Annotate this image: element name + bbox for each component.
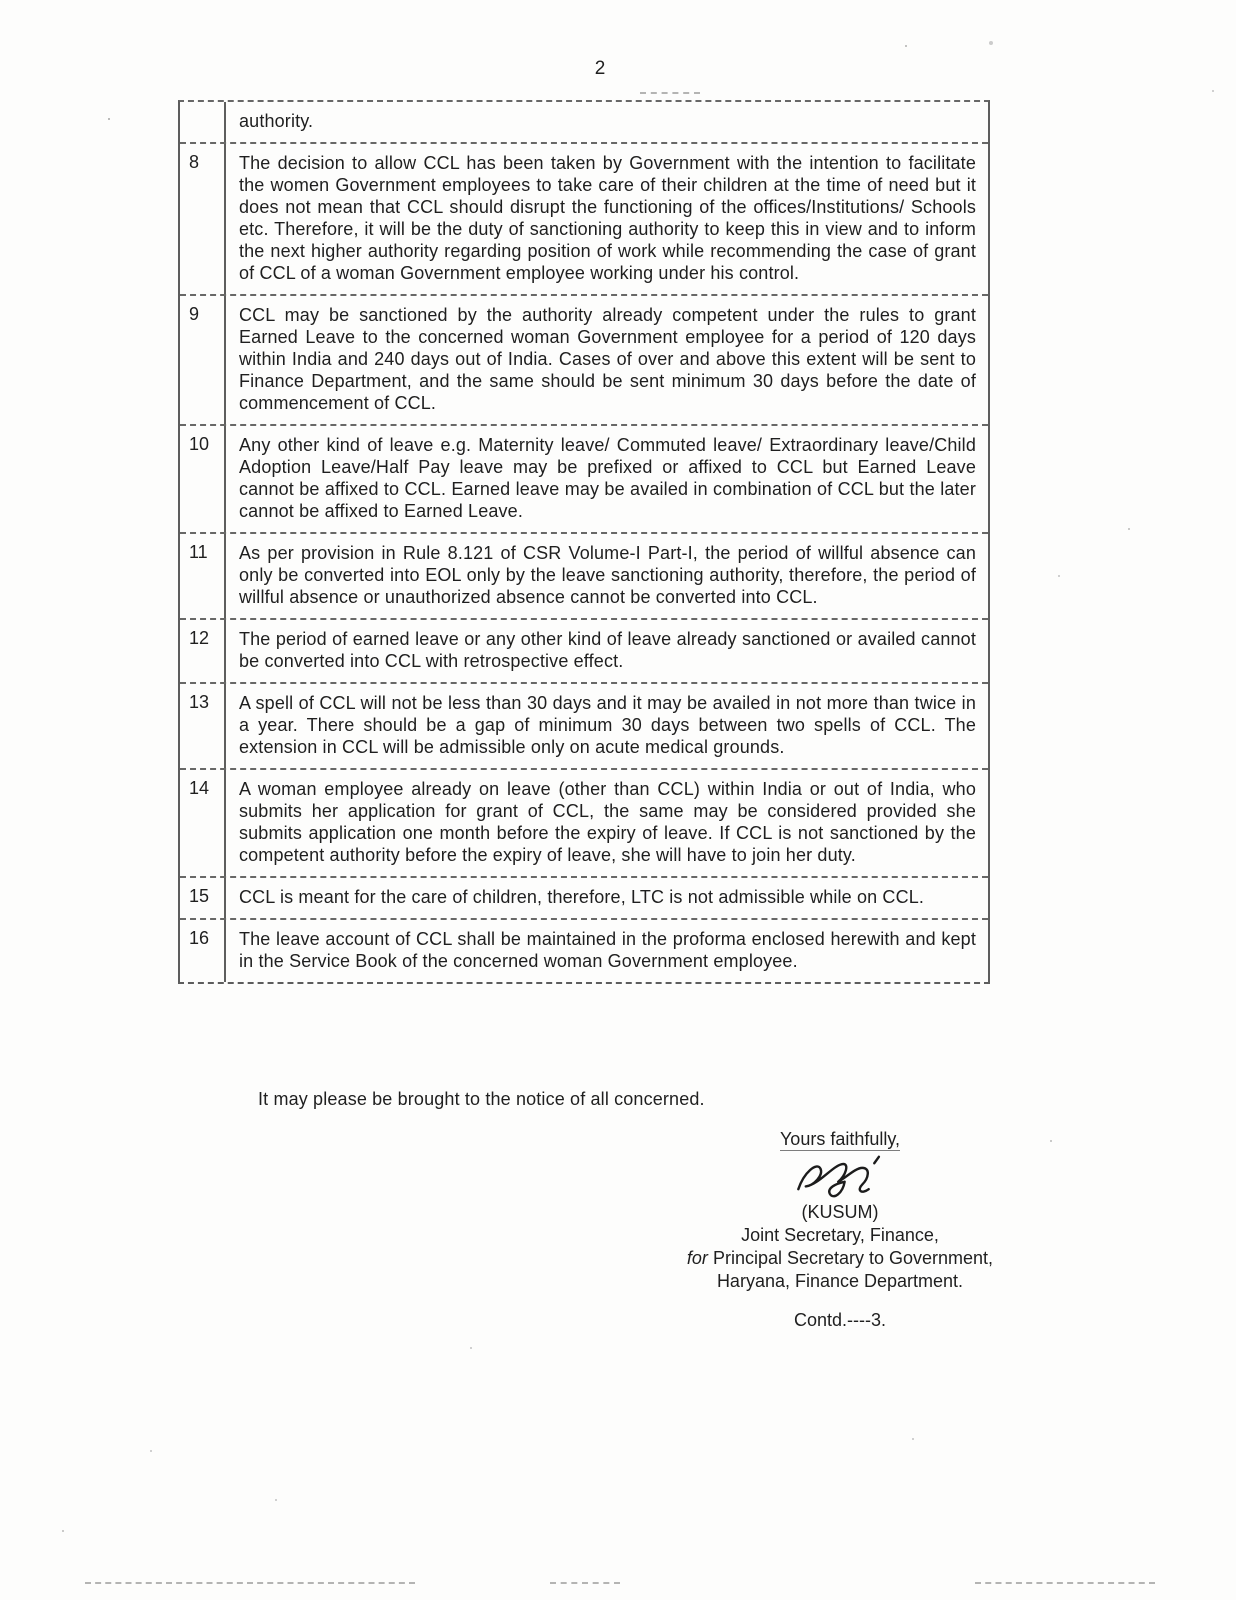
signatory-title-2: [665, 1247, 1015, 1270]
row-number: 11: [180, 534, 226, 618]
row-text: As per provision in Rule 8.121 of CSR Volume-I Part-I, the period of willful absence can only be converted into EOL only by the leave sanctioning authority, therefore, the period of willful absence or unauthorized absence cannot be converted into CCL.: [239, 543, 976, 607]
table-row: [180, 876, 988, 918]
row-text: Any other kind of leave e.g. Maternity leave/ Commuted leave/ Extraordinary leave/Child Adoption Leave/Half Pay leave may be prefixed or affixed to CCL but Earned Leave cannot be affixed to CCL. Earned leave may be availed in combination of CCL but the later cannot be affixed to Earned Leave.: [239, 435, 976, 521]
scan-artifact-line: [640, 92, 700, 94]
row-number: 13: [180, 684, 226, 768]
row-text: CCL may be sanctioned by the authority already competent under the rules to grant Earned Leave to the concerned woman Government employee for a period of 120 days within India and 240 days out of India. Cases of over and above this extent will be sent to Finance Department, and the same should be sent minimum 30 days before the date of commencement of CCL.: [239, 305, 976, 413]
table-row: [180, 768, 988, 876]
row-number: 12: [180, 620, 226, 682]
row-text: A spell of CCL will not be less than 30 days and it may be availed in not more than twice in a year. There should be a gap of minimum 30 days between two spells of CCL. The extension in CCL will be admissible only on acute medical grounds.: [239, 693, 976, 757]
table-row: [180, 294, 988, 424]
rules-table: [178, 100, 990, 984]
row-text: The decision to allow CCL has been taken by Government with the intention to facilitate the women Government employees to take care of their children at the time of need but it does not mean that CCL should disrupt the functioning of the offices/Institutions/ Schools etc. Therefore, it will be the duty of sanctioning authority to keep this in view and to inform the next higher authority regarding position of work while recommending the case of grant of CCL of a woman Government employee working under his control.: [239, 153, 976, 283]
table-row: [180, 424, 988, 532]
signatory-title-2-rest: Principal Secretary to Government,: [707, 1248, 994, 1268]
table-row: [180, 682, 988, 768]
page-number: 2: [594, 58, 606, 79]
scan-specks: [0, 0, 2, 2]
table-row: [180, 142, 988, 294]
row-number: 15: [180, 878, 226, 918]
notice-line: It may please be brought to the notice of all concerned.: [258, 1089, 705, 1109]
row-number: 8: [180, 144, 226, 294]
salutation: [665, 1128, 1015, 1151]
contd-note: Contd.----3.: [793, 1310, 887, 1330]
signatory-title-1: Joint Secretary, Finance,: [741, 1225, 939, 1245]
row-text: A woman employee already on leave (other than CCL) within India or out of India, who submits her application for grant of CCL, the same may be considered provided she submits application one month before the expiry of leave. If CCL is not sanctioned by the competent authority before the expiry of leave, she will have to join her duty.: [239, 779, 976, 865]
table-row: [180, 532, 988, 618]
table-row: [180, 102, 988, 142]
signature-icon: [785, 1154, 895, 1204]
scan-artifact-line: [975, 1582, 1155, 1584]
table-row: [180, 918, 988, 982]
row-number: 16: [180, 920, 226, 982]
scan-artifact-line: [85, 1582, 415, 1584]
signatory-name: (KUSUM): [801, 1202, 879, 1222]
row-text: The period of earned leave or any other kind of leave already sanctioned or availed cannot be converted into CCL with retrospective effect.: [239, 629, 976, 671]
scan-artifact-line: [550, 1582, 620, 1584]
salutation-text: Yours faithfully,: [779, 1129, 901, 1149]
row-text: CCL is meant for the care of children, therefore, LTC is not admissible while on CCL.: [239, 887, 925, 907]
signatory-title-3: Haryana, Finance Department.: [716, 1271, 964, 1291]
signatory-title-2-for: for: [686, 1248, 708, 1268]
row-number: 14: [180, 770, 226, 876]
row-number: [180, 102, 226, 142]
closing-block: [665, 1128, 1015, 1332]
row-text: The leave account of CCL shall be maintained in the proforma enclosed herewith and kept in the Service Book of the concerned woman Government employee.: [239, 929, 976, 971]
table-row: [180, 618, 988, 682]
row-number: 9: [180, 296, 226, 424]
row-text: authority.: [239, 111, 314, 131]
row-number: 10: [180, 426, 226, 532]
